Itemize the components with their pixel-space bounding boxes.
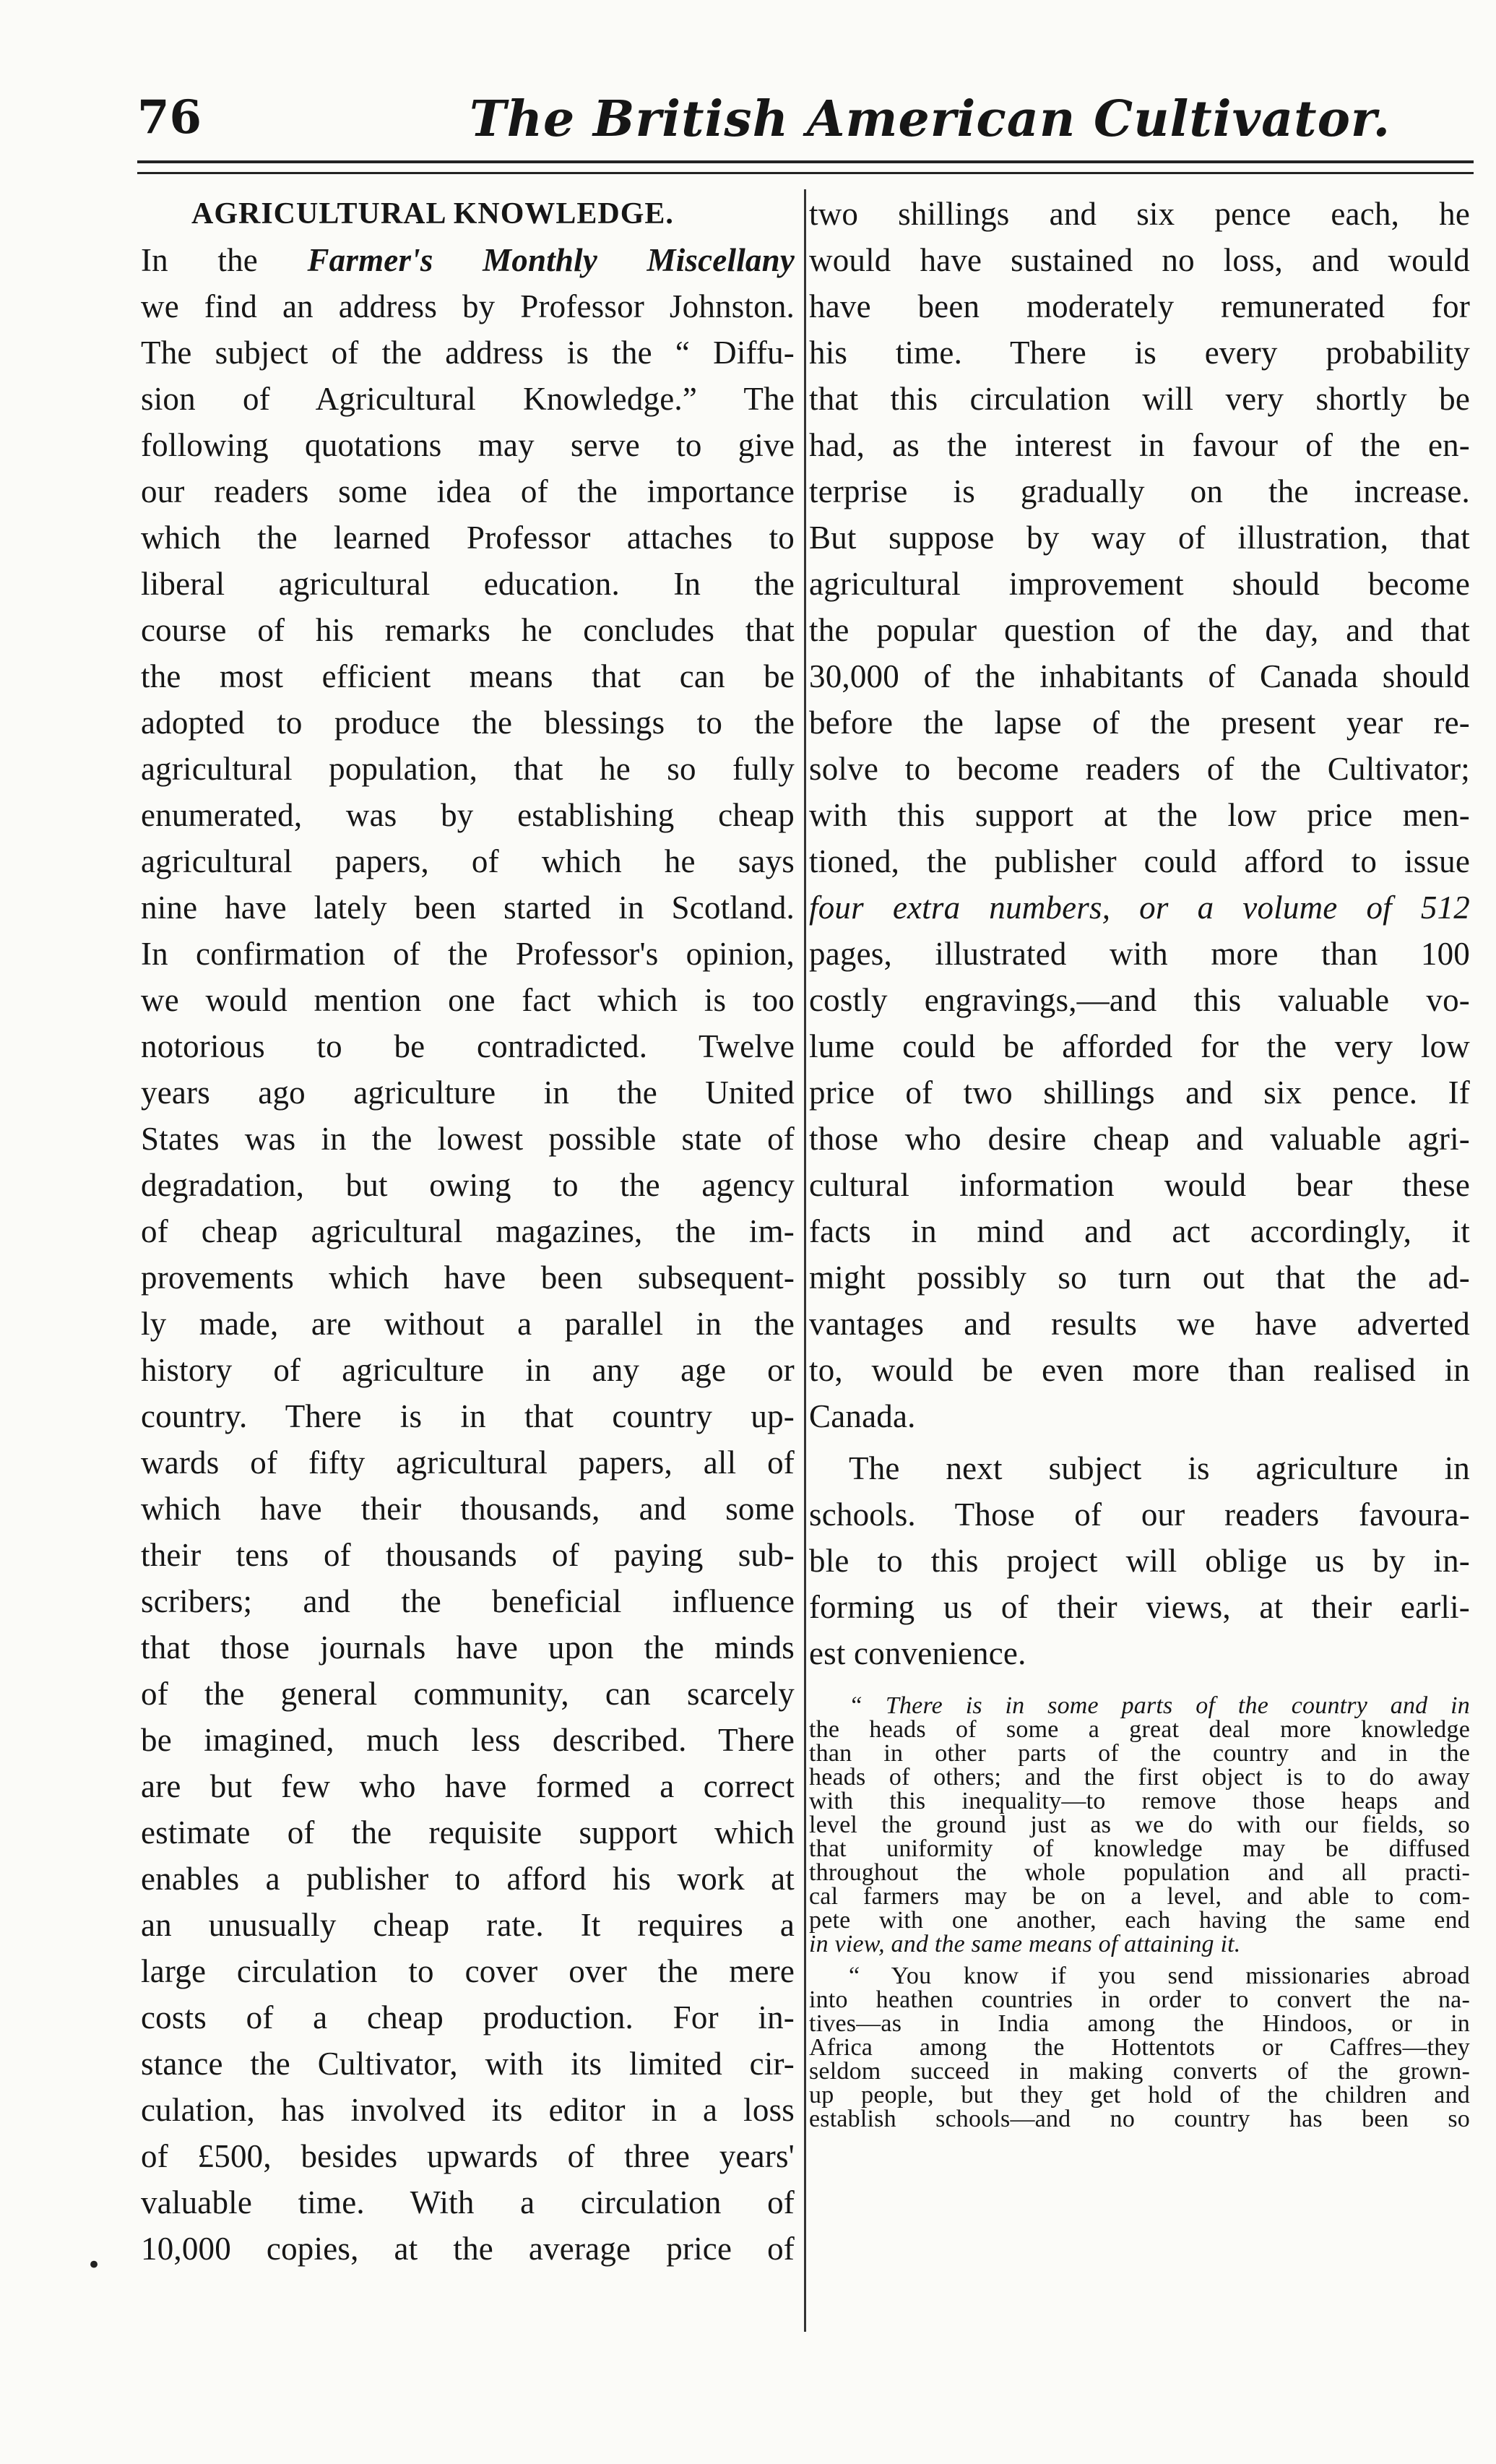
quote-line: “ You know if you send missionaries abroad [849, 1963, 1470, 1989]
text-line: following quotations may serve to give [141, 427, 795, 463]
text-line: degradation, but owing to the agency [141, 1167, 795, 1203]
quote-line: level the ground just as we do with our fields, so [809, 1812, 1470, 1838]
quote-line: with this inequality—to remove those heaps and [809, 1788, 1470, 1814]
text-line [141, 237, 795, 283]
text-line: his time. There is every probability [809, 335, 1470, 371]
text-line: we find an address by Professor Johnston. [141, 288, 795, 324]
quote-line: seldom succeed in making converts of the grown- [809, 2058, 1470, 2085]
header-rule-bottom [137, 172, 1474, 174]
text-line: that those journals have upon the minds [141, 1629, 795, 1666]
text-line: that this circulation will very shortly be [809, 381, 1470, 417]
text-line: enables a publisher to afford his work at [141, 1861, 795, 1897]
text-line: The next subject is agriculture in [849, 1450, 1470, 1486]
text-line: our readers some idea of the importance [141, 473, 795, 509]
text-line: terprise is gradually on the increase. [809, 473, 1470, 509]
text-line: notorious to be contradicted. Twelve [141, 1028, 795, 1064]
text-line: liberal agricultural education. In the [141, 566, 795, 602]
text-line: agricultural papers, of which he says [141, 843, 795, 879]
text-line: are but few who have formed a correct [141, 1768, 795, 1804]
text-line: forming us of their views, at their earli- [809, 1589, 1470, 1625]
quote-line: cal farmers may be on a level, and able to com- [809, 1883, 1470, 1910]
running-title: The British American Cultivator. [470, 90, 1391, 148]
text-line: cultural information would bear these [809, 1167, 1470, 1203]
text-line: to, would be even more than realised in [809, 1352, 1470, 1388]
text-line: would have sustained no loss, and would [809, 242, 1470, 278]
text-line: Canada. [809, 1398, 916, 1434]
text-line: ble to this project will oblige us by in- [809, 1543, 1470, 1579]
text-line: might possibly so turn out that the ad- [809, 1259, 1470, 1296]
text-line: had, as the interest in favour of the en- [809, 427, 1470, 463]
text-line: pages, illustrated with more than 100 [809, 936, 1470, 972]
text-line: of cheap agricultural magazines, the im- [141, 1213, 795, 1249]
text-line: large circulation to cover over the mere [141, 1953, 795, 1989]
text-line: tioned, the publisher could afford to issue [809, 843, 1470, 879]
quote-line: throughout the whole population and all practi- [809, 1859, 1470, 1886]
column-divider [804, 189, 806, 2332]
quote-line: into heathen countries in order to convert the na- [809, 1986, 1470, 2013]
text-line: adopted to produce the blessings to the [141, 705, 795, 741]
quote-line: Africa among the Hottentots or Caffres—they [809, 2034, 1470, 2061]
article-heading: AGRICULTURAL KNOWLEDGE. [191, 197, 674, 231]
text-line: history of agriculture in any age or [141, 1352, 795, 1388]
margin-mark: • [87, 2251, 102, 2280]
quote-line: establish schools—and no country has been so [809, 2106, 1470, 2132]
text-line: wards of fifty agricultural papers, all of [141, 1444, 795, 1481]
text-line: the most efficient means that can be [141, 658, 795, 694]
quote-line: than in other parts of the country and in the [809, 1740, 1470, 1767]
text-line: enumerated, was by establishing cheap [141, 797, 795, 833]
text-line: solve to become readers of the Cultivator; [809, 751, 1470, 787]
text-line: vantages and results we have adverted [809, 1306, 1470, 1342]
text-line: valuable time. With a circulation of [141, 2184, 795, 2220]
text-line: agricultural population, that he so fully [141, 751, 795, 787]
text-fragment: In the [141, 242, 308, 278]
text-line: their tens of thousands of paying sub- [141, 1537, 795, 1573]
quote-line: “ There is in some parts of the country and in [849, 1692, 1470, 1719]
text-line: before the lapse of the present year re- [809, 705, 1470, 741]
text-line: lume could be afforded for the very low [809, 1028, 1470, 1064]
text-line: costly engravings,—and this valuable vo- [809, 982, 1470, 1018]
text-line: be imagined, much less described. There [141, 1722, 795, 1758]
text-line: with this support at the low price men- [809, 797, 1470, 833]
text-line: of £500, besides upwards of three years' [141, 2138, 795, 2174]
header-rule-top [137, 160, 1474, 163]
text-line: schools. Those of our readers favoura- [809, 1496, 1470, 1533]
text-line: estimate of the requisite support which [141, 1814, 795, 1851]
text-line: the popular question of the day, and that [809, 612, 1470, 648]
text-line: those who desire cheap and valuable agri- [809, 1121, 1470, 1157]
quote-line: that uniformity of knowledge may be diffused [809, 1835, 1470, 1862]
text-line: sion of Agricultural Knowledge.” The [141, 381, 795, 417]
text-line: est convenience. [809, 1635, 1026, 1671]
text-line: which the learned Professor attaches to [141, 520, 795, 556]
text-line: facts in mind and act accordingly, it [809, 1213, 1470, 1249]
text-line: provements which have been subsequent- [141, 1259, 795, 1296]
text-line: of the general community, can scarcely [141, 1676, 795, 1712]
text-line: an unusually cheap rate. It requires a [141, 1907, 795, 1943]
quote-line: the heads of some a great deal more knowledge [809, 1716, 1470, 1743]
text-line: which have their thousands, and some [141, 1491, 795, 1527]
quote-line: tives—as in India among the Hindoos, or in [809, 2010, 1470, 2037]
text-line: stance the Cultivator, with its limited cir- [141, 2046, 795, 2082]
text-line: 30,000 of the inhabitants of Canada should [809, 658, 1470, 694]
text-line: we would mention one fact which is too [141, 982, 795, 1018]
text-line: course of his remarks he concludes that [141, 612, 795, 648]
page-header [137, 90, 1481, 170]
quote-line: up people, but they get hold of the children and [809, 2082, 1470, 2108]
text-line: price of two shillings and six pence. If [809, 1074, 1470, 1111]
text-line: years ago agriculture in the United [141, 1074, 795, 1111]
text-line: country. There is in that country up- [141, 1398, 795, 1434]
journal-name: Farmer's Monthly Miscellany [307, 242, 795, 278]
text-line: States was in the lowest possible state of [141, 1121, 795, 1157]
text-line: have been moderately remunerated for [809, 288, 1470, 324]
text-line: agricultural improvement should become [809, 566, 1470, 602]
text-line: ly made, are without a parallel in the [141, 1306, 795, 1342]
text-line: costs of a cheap production. For in- [141, 1999, 795, 2036]
text-line: scribers; and the beneficial influence [141, 1583, 795, 1619]
quote-line: heads of others; and the first object is to do away [809, 1764, 1470, 1791]
page-number: 76 [137, 90, 202, 145]
text-line: In confirmation of the Professor's opinion, [141, 936, 795, 972]
text-line: 10,000 copies, at the average price of [141, 2231, 795, 2267]
text-line: culation, has involved its editor in a loss [141, 2092, 795, 2128]
text-line: two shillings and six pence each, he [809, 196, 1470, 232]
text-line: The subject of the address is the “ Diffu- [141, 335, 795, 371]
quote-line: in view, and the same means of attaining it. [809, 1931, 1241, 1957]
text-line: nine have lately been started in Scotland. [141, 889, 795, 926]
quote-line: pete with one another, each having the same end [809, 1907, 1470, 1934]
text-line: But suppose by way of illustration, that [809, 520, 1470, 556]
text-line: four extra numbers, or a volume of 512 [809, 889, 1470, 926]
